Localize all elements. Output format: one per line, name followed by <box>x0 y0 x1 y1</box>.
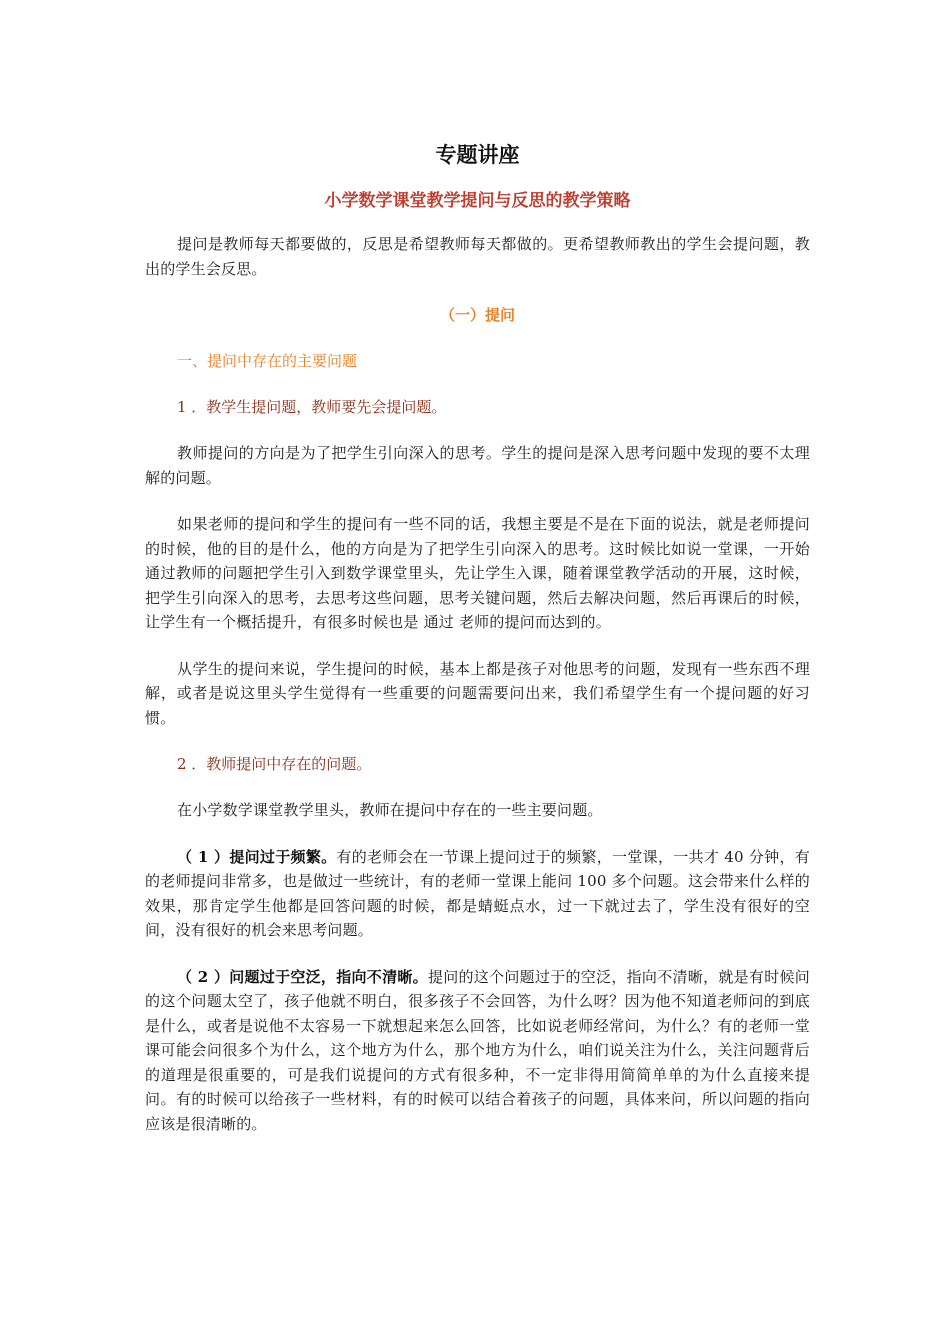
paragraph-2: 如果老师的提问和学生的提问有一些不同的话，我想主要是不是在下面的说法，就是老师提问的时候，他的目的是什么，他的方向是为了把学生引向深入的思考。这时候比如说一堂课，一开始通过教师的问题把学生引入到数学课堂里头，先让学生入课，随着课堂教学活动的开展，这时候，把学生引向深入的思考，去思考这些问题，思考关键问题，然后去解决问题，然后再课后的时候，让学生有一个概括提升，有很多时候也是 通过 老师的提问而达到的。 <box>145 515 810 631</box>
list-item-1-lead: （ 1 ）提问过于频繁。 <box>177 847 337 866</box>
document-page <box>145 140 810 1158</box>
list-item-1 <box>145 845 810 943</box>
section-heading-questioning: （一）提问 <box>439 306 515 324</box>
list-item-2-text: 提问的这个问题过于的空泛，指向不清晰，就是有时候问的这个问题太空了，孩子他就不明白，很多孩子不会回答，为什么呀？因为他不知道老师问的到底是什么，或者是说他不太容易一下就想起来怎么回答，比如说老师经常问，为什么？有的老师一堂课可能会问很多个为什么，这个地方为什么，那个地方为什么，咱们说关注为什么，关注问题背后的道理是很重要的，可是我们说提问的方式有很多种，不一定非得用简简单单的为什么直接来提问。有的时候可以给孩子一些材料，有的时候可以结合着孩子的问题，具体来问，所以问题的指向应该是很清晰的。 <box>145 967 810 1133</box>
intro-paragraph: 提问是教师每天都要做的，反思是希望教师每天都做的。更希望教师教出的学生会提问题，教出的学生会反思。 <box>145 235 810 278</box>
document-subtitle: 小学数学课堂教学提问与反思的教学策略 <box>324 191 631 211</box>
sub-heading-1: 1 ．教学生提问题，教师要先会提问题。 <box>177 398 447 416</box>
heading-main-problems: 一、提问中存在的主要问题 <box>177 352 358 370</box>
document-title: 专题讲座 <box>435 142 520 167</box>
paragraph-1: 教师提问的方向是为了把学生引向深入的思考。学生的提问是深入思考问题中发现的要不太理解的问题。 <box>145 444 810 487</box>
paragraph-4: 在小学数学课堂教学里头，教师在提问中存在的一些主要问题。 <box>177 801 603 819</box>
list-item-2 <box>145 965 810 1137</box>
list-item-2-lead: （ 2 ）问题过于空泛，指向不清晰。 <box>177 967 428 986</box>
paragraph-3: 从学生的提问来说，学生提问的时候，基本上都是孩子对他思考的问题，发现有一些东西不理解，或者是说这里头学生觉得有一些重要的问题需要问出来，我们希望学生有一个提问题的好习惯。 <box>145 659 810 727</box>
list-item-1-text: 有的老师会在一节课上提问过于的频繁，一堂课，一共才 40 分钟，有的老师提问非常多，也是做过一些统计，有的老师一堂课上能问 100 多个问题。这会带来什么样的效果，那肯定学生他都是回答问题的时候，都是蜻蜓点水，过一下就过去了，学生没有很好的空间，没有很好的机会来思考问题。 <box>145 847 810 939</box>
sub-heading-2: 2 ．教师提问中存在的问题。 <box>177 755 372 773</box>
